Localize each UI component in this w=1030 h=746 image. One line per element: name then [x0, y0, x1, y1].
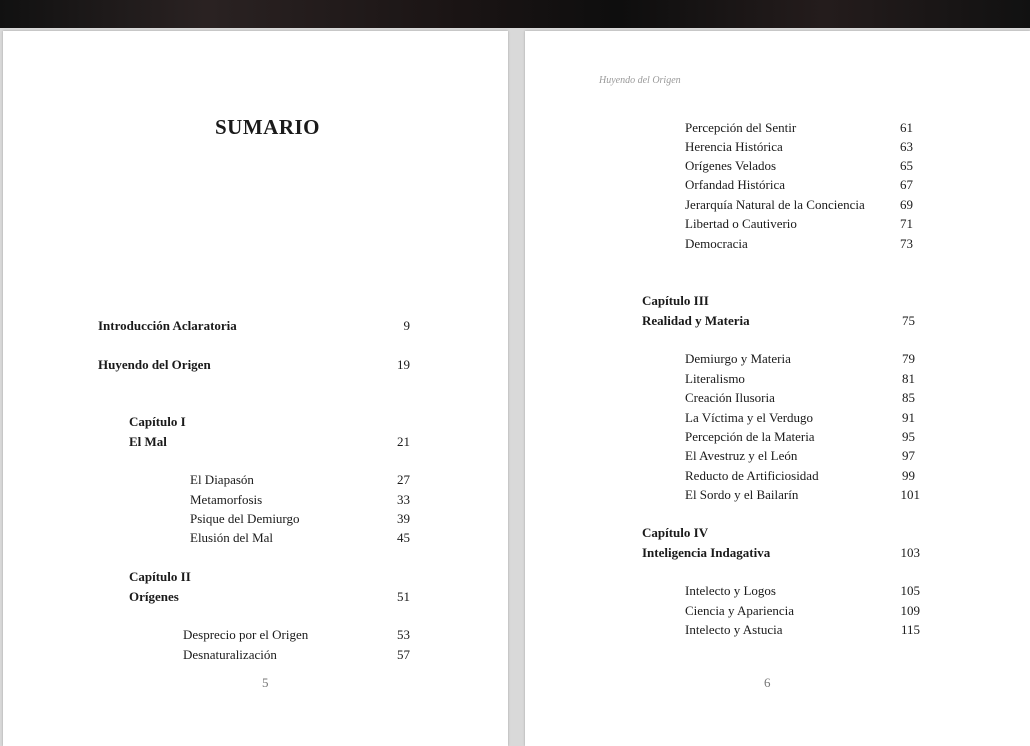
toc-page-number: 61: [900, 120, 913, 135]
toc-entry: Libertad o Cautiverio: [685, 216, 797, 231]
dark-background-strip: [0, 0, 1030, 28]
toc-entry: Introducción Aclaratoria: [98, 318, 237, 333]
toc-chapter-title: El Mal: [129, 434, 167, 449]
toc-entry: Ciencia y Apariencia: [685, 603, 795, 618]
toc-page-number: 53: [397, 627, 410, 642]
toc-page-number: 19: [397, 357, 410, 372]
toc-chapter-label: Capítulo II: [129, 569, 191, 584]
running-head: Huyendo del Origen: [599, 75, 681, 86]
toc-page-number: 97: [902, 448, 915, 463]
toc-page-number: 73: [900, 236, 913, 251]
toc-page-number: 63: [900, 139, 913, 154]
toc-entry: El Diapasón: [190, 472, 254, 487]
toc-page-number: 21: [397, 434, 410, 449]
toc-page-number: 91: [902, 410, 915, 425]
toc-page-number: 45: [397, 530, 410, 545]
toc-page-number: 75: [902, 313, 915, 328]
toc-page-number: 51: [397, 589, 410, 604]
toc-title: SUMARIO: [215, 115, 321, 139]
toc-entry: Literalismo: [685, 371, 745, 386]
page-folio: 5: [262, 675, 269, 690]
toc-chapter-label: Capítulo IV: [642, 525, 709, 540]
toc-page-number: 39: [397, 511, 410, 526]
toc-chapter-title: Orígenes: [129, 589, 179, 604]
toc-entry: La Víctima y el Verdugo: [685, 410, 814, 425]
toc-entry: Intelecto y Logos: [685, 583, 776, 598]
toc-entry: Reducto de Artificiosidad: [685, 468, 819, 483]
toc-page-number: 95: [902, 429, 915, 444]
toc-chapter-title: Realidad y Materia: [642, 313, 750, 328]
toc-entry: El Avestruz y el León: [685, 448, 798, 463]
toc-page-number: 67: [900, 177, 913, 192]
toc-chapter-label: Capítulo I: [129, 414, 186, 429]
toc-chapter-title: Inteligencia Indagativa: [642, 545, 771, 560]
toc-entry: Herencia Histórica: [685, 139, 783, 154]
toc-entry: Elusión del Mal: [190, 530, 274, 545]
toc-page-number: 65: [900, 158, 913, 173]
toc-entry: Democracia: [685, 236, 748, 251]
toc-page-number: 105: [900, 583, 920, 598]
page-folio: 6: [764, 675, 771, 690]
toc-page-number: 9: [403, 318, 410, 333]
toc-entry: Orígenes Velados: [685, 158, 777, 173]
toc-page-number: 85: [902, 390, 915, 405]
toc-entry: Intelecto y Astucia: [685, 622, 783, 637]
page-right: [525, 31, 1030, 746]
toc-page-number: 79: [902, 351, 915, 366]
toc-page-number: 81: [902, 371, 915, 386]
toc-page-number: 33: [397, 492, 410, 507]
toc-entry: Metamorfosis: [190, 492, 263, 507]
toc-page-number: 103: [900, 545, 920, 560]
toc-entry: Psique del Demiurgo: [190, 511, 300, 526]
toc-page-number: 27: [397, 472, 410, 487]
toc-entry: Creación Ilusoria: [685, 390, 775, 405]
toc-entry: Jerarquía Natural de la Conciencia: [685, 197, 865, 212]
toc-entry: Percepción de la Materia: [685, 429, 815, 444]
toc-page-number: 109: [900, 603, 920, 618]
toc-chapter-label: Capítulo III: [642, 293, 709, 308]
toc-entry: Huyendo del Origen: [98, 357, 211, 372]
toc-entry: Orfandad Histórica: [685, 177, 785, 192]
toc-page-number: 69: [900, 197, 913, 212]
toc-entry: Demiurgo y Materia: [685, 351, 791, 366]
toc-page-number: 99: [902, 468, 915, 483]
toc-entry: Desprecio por el Origen: [183, 627, 309, 642]
toc-entry: Desnaturalización: [183, 647, 277, 662]
toc-page-number: 57: [397, 647, 410, 662]
page-left: [3, 31, 508, 746]
toc-entry: Percepción del Sentir: [685, 120, 797, 135]
toc-entry: El Sordo y el Bailarín: [685, 487, 799, 502]
toc-page-number: 101: [900, 487, 920, 502]
toc-page-number: 71: [900, 216, 913, 231]
toc-page-number: 115: [900, 622, 920, 637]
